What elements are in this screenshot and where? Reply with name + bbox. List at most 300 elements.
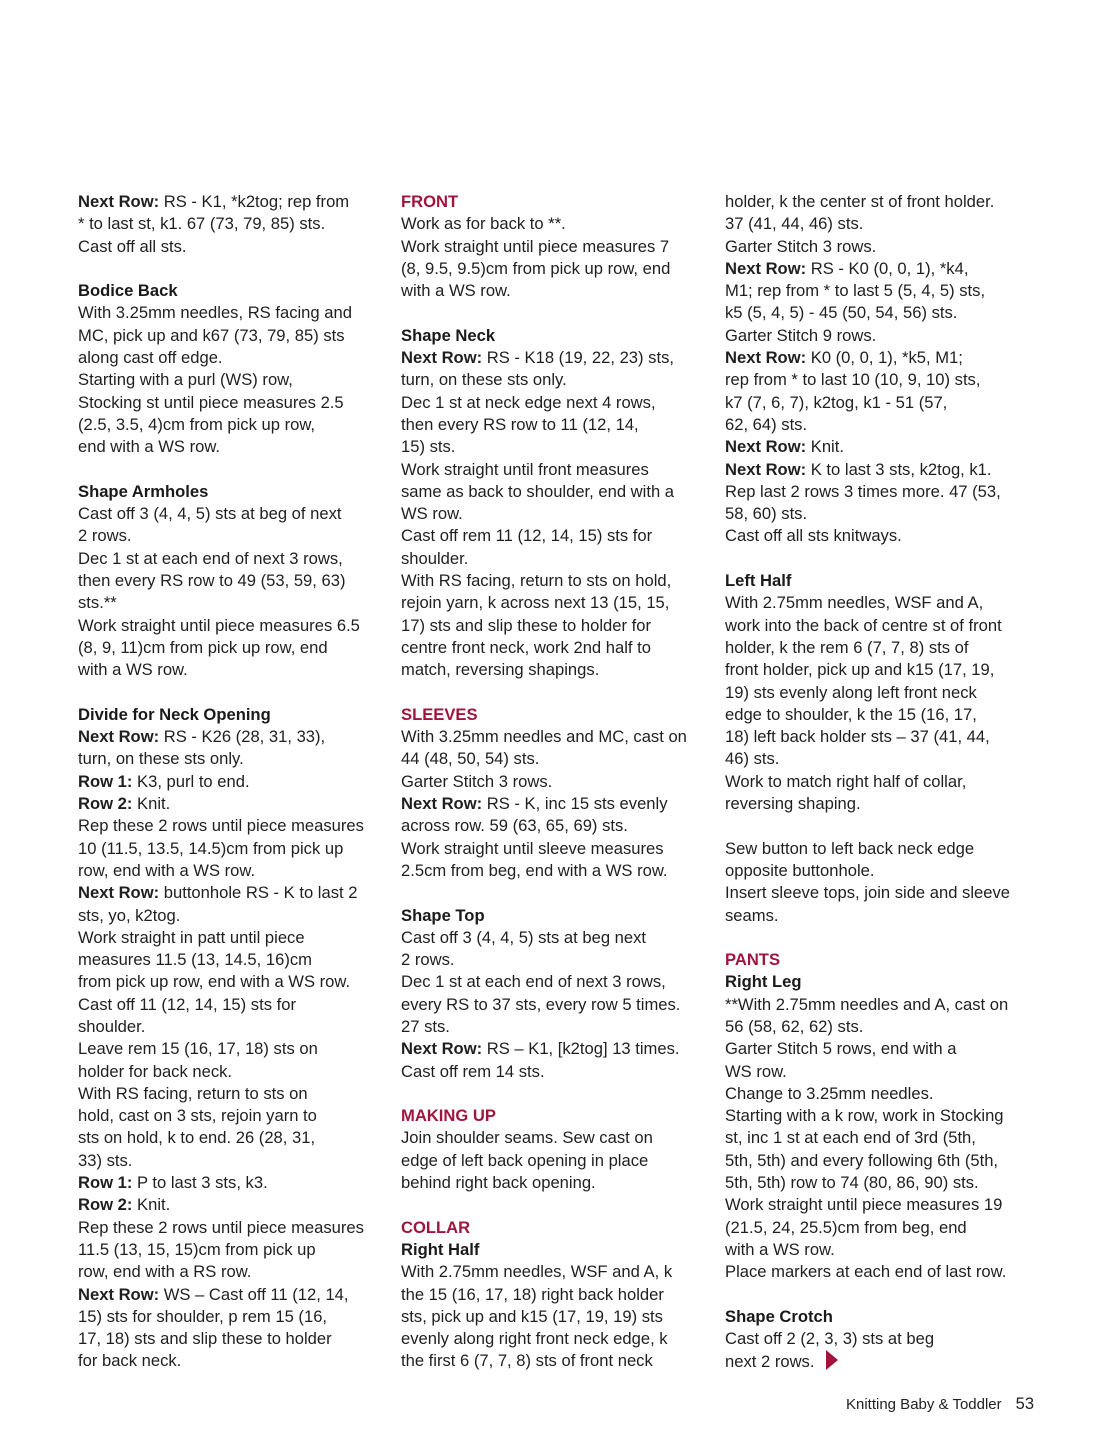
section-heading: MAKING UP xyxy=(401,1106,496,1126)
section-heading: Shape Crotch xyxy=(725,1306,833,1326)
line-text: Cast off all sts knitways. xyxy=(725,526,902,546)
line-text: opposite buttonhole. xyxy=(725,860,875,880)
line-text: Knit. xyxy=(806,437,844,457)
line-text: reversing shaping. xyxy=(725,794,861,814)
line-text: holder, k the center st of front holder. xyxy=(725,192,995,211)
line-text: edge to shoulder, k the 15 (16, 17, xyxy=(725,704,977,724)
line-spacer xyxy=(78,682,384,704)
line-text: Sew button to left back neck edge xyxy=(725,838,975,858)
text-column-2 xyxy=(401,191,707,1373)
line-text: 56 (58, 62, 62) sts. xyxy=(725,1016,864,1036)
line-text: row, end with a RS row. xyxy=(78,1262,252,1282)
text-line xyxy=(725,659,1035,681)
line-text: K0 (0, 0, 1), *k5, M1; xyxy=(806,348,963,368)
line-text: the 15 (16, 17, 18) right back holder xyxy=(401,1284,664,1304)
line-text: (2.5, 3.5, 4)cm from pick up row, xyxy=(78,414,316,434)
text-line xyxy=(401,548,707,570)
text-line xyxy=(78,1061,384,1083)
line-text: Cast off rem 14 sts. xyxy=(401,1061,545,1081)
text-line xyxy=(78,525,384,547)
text-line xyxy=(725,1038,1035,1060)
line-text: Dec 1 st at each end of next 3 rows, xyxy=(78,548,343,568)
text-line xyxy=(725,525,1035,547)
row-label: Row 2: xyxy=(78,794,133,814)
text-line xyxy=(725,882,1035,904)
text-line xyxy=(78,1328,384,1350)
line-text: 17) sts and slip these to holder for xyxy=(401,615,651,635)
text-line xyxy=(725,1016,1035,1038)
text-line xyxy=(78,1306,384,1328)
text-column-1 xyxy=(78,191,384,1373)
text-line xyxy=(78,414,384,436)
text-line xyxy=(401,503,707,525)
line-text: k7 (7, 6, 7), k2tog, k1 - 51 (57, xyxy=(725,392,948,412)
text-line xyxy=(401,236,707,258)
line-text: Dec 1 st at each end of next 3 rows, xyxy=(401,972,666,992)
text-line xyxy=(725,503,1035,525)
text-line xyxy=(725,1061,1035,1083)
line-text: Work straight until piece measures 7 xyxy=(401,236,670,256)
line-text: centre front neck, work 2nd half to xyxy=(401,637,651,657)
line-spacer xyxy=(78,258,384,280)
text-line xyxy=(725,1350,1035,1373)
line-text: Knit. xyxy=(132,1195,171,1215)
text-line xyxy=(78,1194,384,1216)
row-label: Next Row: xyxy=(78,1284,160,1304)
line-text: st, inc 1 st at each end of 3rd (5th, xyxy=(725,1128,976,1148)
line-text: Join shoulder seams. Sew cast on xyxy=(401,1128,653,1148)
line-text: Rep these 2 rows until piece measures xyxy=(78,816,364,836)
text-line xyxy=(78,1127,384,1149)
line-text: Starting with a k row, work in Stocking xyxy=(725,1106,1004,1126)
text-line xyxy=(401,1038,707,1060)
line-text: Knit. xyxy=(132,794,171,814)
line-spacer xyxy=(725,815,1035,837)
row-label: Row 1: xyxy=(78,771,133,791)
line-text: Cast off rem 11 (12, 14, 15) sts for xyxy=(401,526,653,546)
row-label: Row 2: xyxy=(78,1195,133,1215)
text-line xyxy=(401,838,707,860)
line-text: edge of left back opening in place xyxy=(401,1150,649,1170)
text-line xyxy=(78,325,384,347)
row-label: Next Row: xyxy=(725,459,807,479)
text-line xyxy=(725,236,1035,258)
line-text: for back neck. xyxy=(78,1351,182,1371)
line-text: Cast off 11 (12, 14, 15) sts for xyxy=(78,994,296,1014)
line-text: With RS facing, return to sts on hold, xyxy=(401,571,672,591)
line-text: with a WS row. xyxy=(78,660,188,680)
text-line xyxy=(725,592,1035,614)
text-line xyxy=(401,1016,707,1038)
text-line xyxy=(725,1150,1035,1172)
line-text: WS row. xyxy=(401,504,463,524)
text-line xyxy=(725,325,1035,347)
text-line xyxy=(78,793,384,815)
section-heading: Left Half xyxy=(725,571,792,591)
text-line xyxy=(401,860,707,882)
line-text: holder for back neck. xyxy=(78,1061,233,1081)
line-text: rep from * to last 10 (10, 9, 10) sts, xyxy=(725,370,981,390)
line-text: 58, 60) sts. xyxy=(725,504,808,524)
text-line xyxy=(725,1172,1035,1194)
text-line xyxy=(725,726,1035,748)
line-text: Work straight in patt until piece xyxy=(78,927,305,947)
line-text: Dec 1 st at neck edge next 4 rows, xyxy=(401,392,656,412)
line-text: 62, 64) sts. xyxy=(725,414,808,434)
line-text: turn, on these sts only. xyxy=(78,749,244,769)
row-label: Next Row: xyxy=(78,727,160,747)
line-text: **With 2.75mm needles and A, cast on xyxy=(725,994,1009,1014)
text-line xyxy=(725,637,1035,659)
line-text: Cast off 2 (2, 3, 3) sts at beg xyxy=(725,1329,935,1349)
section-heading: SLEEVES xyxy=(401,704,478,724)
text-line xyxy=(401,1261,707,1283)
section-heading: Right Half xyxy=(401,1239,480,1259)
text-line xyxy=(401,414,707,436)
line-text: With RS facing, return to sts on xyxy=(78,1083,308,1103)
text-line xyxy=(401,637,707,659)
row-label: Next Row: xyxy=(401,1039,483,1059)
row-label: Next Row: xyxy=(725,437,807,457)
line-text: Garter Stitch 3 rows. xyxy=(725,236,877,256)
row-label: Next Row: xyxy=(401,794,483,814)
line-text: sts.** xyxy=(78,593,117,613)
line-text: With 3.25mm needles, RS facing and xyxy=(78,303,352,323)
text-line xyxy=(78,1083,384,1105)
line-text: along cast off edge. xyxy=(78,348,223,368)
text-line xyxy=(725,860,1035,882)
line-text: from pick up row, end with a WS row. xyxy=(78,972,351,992)
text-line xyxy=(78,748,384,770)
text-line xyxy=(401,1150,707,1172)
section-heading: Bodice Back xyxy=(78,281,178,301)
text-line xyxy=(78,637,384,659)
line-text: Place markers at each end of last row. xyxy=(725,1262,1007,1282)
line-text: 15) sts for shoulder, p rem 15 (16, xyxy=(78,1306,328,1326)
section-heading: Shape Top xyxy=(401,905,485,925)
line-text: sts, yo, k2tog. xyxy=(78,905,181,925)
line-spacer xyxy=(78,459,384,481)
line-spacer xyxy=(401,1083,707,1105)
page-number: 53 xyxy=(1015,1395,1034,1413)
text-line xyxy=(78,236,384,258)
text-line xyxy=(725,615,1035,637)
text-line xyxy=(725,302,1035,324)
section-heading: FRONT xyxy=(401,192,459,211)
text-line xyxy=(725,1194,1035,1216)
line-text: 44 (48, 50, 54) sts. xyxy=(401,749,540,769)
line-text: With 3.25mm needles and MC, cast on xyxy=(401,727,687,747)
line-text: RS - K18 (19, 22, 23) sts, xyxy=(482,348,674,368)
text-line xyxy=(78,659,384,681)
text-line xyxy=(78,905,384,927)
text-line xyxy=(78,392,384,414)
line-spacer xyxy=(725,1284,1035,1306)
line-text: P to last 3 sts, k3. xyxy=(132,1173,268,1193)
text-line xyxy=(725,1217,1035,1239)
line-spacer xyxy=(401,682,707,704)
line-text: WS row. xyxy=(725,1061,787,1081)
row-label: Next Row: xyxy=(78,883,160,903)
text-line xyxy=(725,1261,1035,1283)
section-heading: Divide for Neck Opening xyxy=(78,704,271,724)
line-text: rejoin yarn, k across next 13 (15, 15, xyxy=(401,593,670,613)
text-line xyxy=(78,213,384,235)
line-text: Work straight until sleeve measures xyxy=(401,838,664,858)
line-text: 11.5 (13, 15, 15)cm from pick up xyxy=(78,1239,316,1259)
line-text: K to last 3 sts, k2tog, k1. xyxy=(806,459,992,479)
text-line xyxy=(401,1061,707,1083)
section-heading: Shape Neck xyxy=(401,325,496,345)
line-text: Rep these 2 rows until piece measures xyxy=(78,1217,364,1237)
section-heading: Right Leg xyxy=(725,972,802,992)
text-line xyxy=(401,459,707,481)
row-label: Row 1: xyxy=(78,1173,133,1193)
line-spacer xyxy=(725,548,1035,570)
text-line xyxy=(78,1284,384,1306)
line-text: across row. 59 (63, 65, 69) sts. xyxy=(401,816,628,836)
text-line xyxy=(78,436,384,458)
line-text: match, reversing shapings. xyxy=(401,660,600,680)
text-line xyxy=(78,838,384,860)
line-text: shoulder. xyxy=(78,1016,146,1036)
text-line xyxy=(78,369,384,391)
text-line xyxy=(78,882,384,904)
text-line xyxy=(725,905,1035,927)
page-footer xyxy=(846,1395,1034,1414)
line-spacer xyxy=(401,882,707,904)
text-line xyxy=(401,1328,707,1350)
line-text: Rep last 2 rows 3 times more. 47 (53, xyxy=(725,481,1001,501)
line-text: 17, 18) sts and slip these to holder xyxy=(78,1329,332,1349)
line-text: 2 rows. xyxy=(78,526,132,546)
text-line xyxy=(401,570,707,592)
text-line xyxy=(725,994,1035,1016)
line-text: the first 6 (7, 7, 8) sts of front neck xyxy=(401,1351,653,1371)
text-line xyxy=(78,503,384,525)
line-text: evenly along right front neck edge, k xyxy=(401,1329,668,1349)
line-text: every RS to 37 sts, every row 5 times. xyxy=(401,994,681,1014)
line-spacer xyxy=(401,302,707,324)
line-text: shoulder. xyxy=(401,548,469,568)
section-heading: Shape Armholes xyxy=(78,481,209,501)
line-text: 2 rows. xyxy=(401,950,455,970)
line-text: with a WS row. xyxy=(725,1239,835,1259)
text-line xyxy=(78,548,384,570)
line-text: Change to 3.25mm needles. xyxy=(725,1083,934,1103)
line-text: work into the back of centre st of front xyxy=(725,615,1002,635)
text-line xyxy=(78,615,384,637)
text-line xyxy=(401,726,707,748)
text-line xyxy=(401,1306,707,1328)
row-label: Next Row: xyxy=(725,258,807,278)
line-text: next 2 rows. xyxy=(725,1352,815,1372)
line-text: front holder, pick up and k15 (17, 19, xyxy=(725,660,995,680)
line-text: row, end with a WS row. xyxy=(78,860,256,880)
text-line xyxy=(725,280,1035,302)
text-line xyxy=(725,459,1035,481)
text-line xyxy=(725,191,1035,213)
line-text: Cast off 3 (4, 4, 5) sts at beg of next xyxy=(78,504,342,524)
line-text: RS - K, inc 15 sts evenly xyxy=(482,794,668,814)
text-line xyxy=(401,815,707,837)
text-line xyxy=(78,771,384,793)
text-line xyxy=(725,213,1035,235)
line-text: RS - K0 (0, 0, 1), *k4, xyxy=(806,258,969,278)
text-line xyxy=(725,481,1035,503)
line-text: * to last st, k1. 67 (73, 79, 85) sts. xyxy=(78,214,326,234)
text-line xyxy=(725,392,1035,414)
text-line xyxy=(401,1172,707,1194)
text-line xyxy=(401,659,707,681)
text-line xyxy=(78,726,384,748)
line-text: holder, k the rem 6 (7, 7, 8) sts of xyxy=(725,637,969,657)
text-line xyxy=(78,592,384,614)
text-line xyxy=(725,347,1035,369)
line-text: 19) sts evenly along left front neck xyxy=(725,682,977,702)
line-text: WS – Cast off 11 (12, 14, xyxy=(159,1284,349,1304)
line-text: (21.5, 24, 25.5)cm from beg, end xyxy=(725,1217,967,1237)
text-line xyxy=(401,771,707,793)
text-line xyxy=(78,927,384,949)
line-text: measures 11.5 (13, 14.5, 16)cm xyxy=(78,950,312,970)
text-line xyxy=(401,793,707,815)
line-text: same as back to shoulder, end with a xyxy=(401,481,675,501)
line-text: M1; rep from * to last 5 (5, 4, 5) sts, xyxy=(725,281,986,301)
text-line xyxy=(725,436,1035,458)
text-line xyxy=(725,704,1035,726)
line-text: 18) left back holder sts – 37 (41, 44, xyxy=(725,727,990,747)
text-line xyxy=(401,994,707,1016)
text-line xyxy=(78,570,384,592)
text-line xyxy=(78,860,384,882)
line-text: 37 (41, 44, 46) sts. xyxy=(725,214,864,234)
line-text: 27 sts. xyxy=(401,1016,450,1036)
line-text: behind right back opening. xyxy=(401,1173,596,1193)
line-text: 46) sts. xyxy=(725,749,780,769)
line-text: Cast off 3 (4, 4, 5) sts at beg next xyxy=(401,927,647,947)
line-spacer xyxy=(401,1194,707,1216)
text-line xyxy=(78,994,384,1016)
text-line xyxy=(78,1172,384,1194)
line-text: 10 (11.5, 13.5, 14.5)cm from pick up xyxy=(78,838,344,858)
line-text: Starting with a purl (WS) row, xyxy=(78,370,293,390)
text-line xyxy=(401,748,707,770)
line-text: with a WS row. xyxy=(401,281,511,301)
text-line xyxy=(725,793,1035,815)
text-line xyxy=(401,481,707,503)
line-text: Insert sleeve tops, join side and sleeve xyxy=(725,883,1011,903)
line-text: With 2.75mm needles, WSF and A, k xyxy=(401,1262,673,1282)
text-line xyxy=(725,748,1035,770)
text-line xyxy=(78,1217,384,1239)
line-text: 2.5cm from beg, end with a WS row. xyxy=(401,860,668,880)
text-line xyxy=(401,213,707,235)
line-text: Work straight until piece measures 19 xyxy=(725,1195,1003,1215)
line-text: 33) sts. xyxy=(78,1150,133,1170)
line-text: 5th, 5th) row to 74 (80, 86, 90) sts. xyxy=(725,1173,979,1193)
line-text: With 2.75mm needles, WSF and A, xyxy=(725,593,984,613)
section-heading: PANTS xyxy=(725,950,781,970)
line-text: RS - K1, *k2tog; rep from xyxy=(159,192,350,211)
text-line xyxy=(78,1150,384,1172)
row-label: Next Row: xyxy=(401,348,483,368)
text-line xyxy=(78,1016,384,1038)
line-text: Work as for back to **. xyxy=(401,214,566,234)
line-text: Garter Stitch 5 rows, end with a xyxy=(725,1039,957,1059)
line-text: k5 (5, 4, 5) - 45 (50, 54, 56) sts. xyxy=(725,303,958,323)
text-line xyxy=(401,927,707,949)
text-line xyxy=(78,1261,384,1283)
text-line xyxy=(401,592,707,614)
line-text: seams. xyxy=(725,905,779,925)
text-line xyxy=(725,682,1035,704)
text-line xyxy=(78,347,384,369)
text-line xyxy=(78,1105,384,1127)
line-text: 15) sts. xyxy=(401,437,456,457)
text-line xyxy=(725,1239,1035,1261)
text-line xyxy=(401,436,707,458)
book-title: Knitting Baby & Toddler xyxy=(845,1396,1002,1413)
line-text: K3, purl to end. xyxy=(132,771,250,791)
text-line xyxy=(401,392,707,414)
line-text: then every RS row to 49 (53, 59, 63) xyxy=(78,571,346,591)
text-line xyxy=(725,258,1035,280)
text-line xyxy=(725,414,1035,436)
text-line xyxy=(78,971,384,993)
line-text: MC, pick up and k67 (73, 79, 85) sts xyxy=(78,325,345,345)
line-text: Garter Stitch 3 rows. xyxy=(401,771,553,791)
line-text: RS - K26 (28, 31, 33), xyxy=(159,727,326,747)
text-line xyxy=(78,815,384,837)
text-line xyxy=(78,1239,384,1261)
line-text: (8, 9.5, 9.5)cm from pick up row, end xyxy=(401,258,671,278)
text-line xyxy=(725,1105,1035,1127)
text-line xyxy=(725,1328,1035,1350)
text-line xyxy=(78,949,384,971)
line-text: end with a WS row. xyxy=(78,437,221,457)
line-text: Work straight until front measures xyxy=(401,459,649,479)
text-line xyxy=(401,347,707,369)
row-label: Next Row: xyxy=(78,192,160,211)
text-line xyxy=(725,1083,1035,1105)
text-line xyxy=(401,949,707,971)
text-line xyxy=(401,369,707,391)
line-text: hold, cast on 3 sts, rejoin yarn to xyxy=(78,1106,317,1126)
line-text: Work to match right half of collar, xyxy=(725,771,967,791)
line-text: RS – K1, [k2tog] 13 times. xyxy=(482,1039,680,1059)
line-text: 5th, 5th) and every following 6th (5th, xyxy=(725,1150,999,1170)
text-line xyxy=(78,1038,384,1060)
text-line xyxy=(725,771,1035,793)
continue-arrow-icon xyxy=(826,1350,838,1370)
line-text: Leave rem 15 (16, 17, 18) sts on xyxy=(78,1039,318,1059)
line-text: turn, on these sts only. xyxy=(401,370,567,390)
text-line xyxy=(401,280,707,302)
text-line xyxy=(401,1127,707,1149)
text-line xyxy=(401,1284,707,1306)
line-text: then every RS row to 11 (12, 14, xyxy=(401,414,639,434)
line-text: (8, 9, 11)cm from pick up row, end xyxy=(78,637,328,657)
line-text: sts, pick up and k15 (17, 19, 19) sts xyxy=(401,1306,663,1326)
line-text: Cast off all sts. xyxy=(78,236,187,256)
text-column-3 xyxy=(725,191,1035,1374)
line-text: Garter Stitch 9 rows. xyxy=(725,325,877,345)
text-line xyxy=(725,838,1035,860)
text-line xyxy=(78,1350,384,1372)
text-line xyxy=(401,1350,707,1372)
text-line xyxy=(725,1127,1035,1149)
